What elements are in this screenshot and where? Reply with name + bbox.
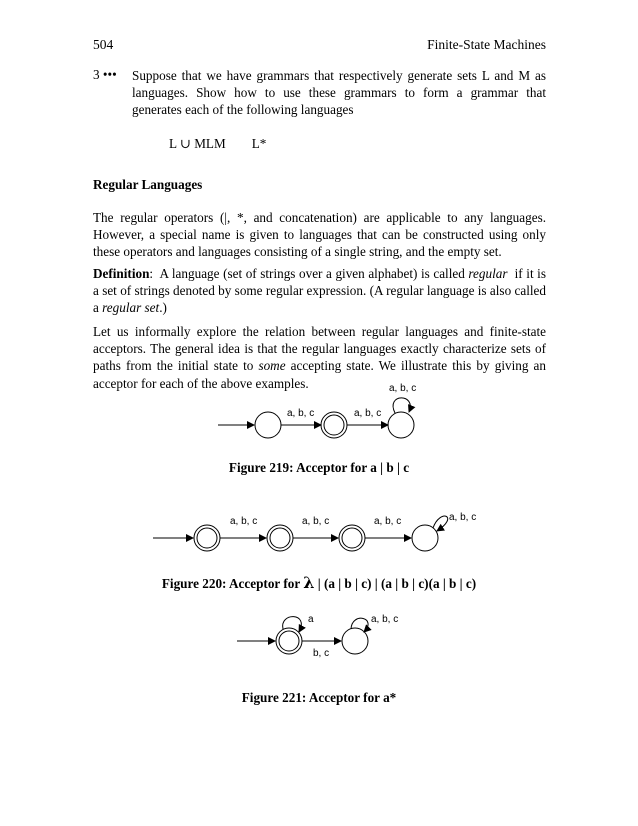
fig219-loop [393,398,410,413]
lambda-symbol: λ [303,573,315,592]
fig219-state-accepting [321,412,347,438]
running-title: Finite-State Machines [427,37,546,52]
section-title: Regular Languages [93,177,203,192]
acceptors-text-2: accepting state. We illustrate this by giving an acceptor for each of the above examples. [93,358,546,391]
language-star: L* [251,136,267,151]
definition-text-3: .) [159,300,167,316]
language-union: L ∪ MLM [169,136,226,151]
definition-term-regular: regular [468,266,508,281]
fig219-accepting-ring [324,415,344,435]
figure-220-caption-suffix: | (a | b | c) | (a | b | c)(a | b | c) [314,576,477,591]
fig221-loop-dead [351,618,368,632]
definition-term-regular-set: regular set [102,300,160,316]
fig220-state-1-ring [270,528,290,548]
fig220-label-1: a, b, c [230,516,258,527]
definition-colon: : [149,266,154,281]
figure-219-caption: Figure 219: Acceptor for a | b | c [228,460,410,475]
exercise-number: 3 ••• [93,67,117,82]
fig220-state-1 [267,525,293,551]
figure-220-caption [0,573,638,592]
figure-221-caption: Figure 221: Acceptor for a* [241,690,397,705]
fig219-label-2: a, b, c [354,408,382,419]
fig220-label-3: a, b, c [374,516,402,527]
figure-219-diagram [218,383,416,438]
fig221-state-start [276,628,302,654]
fig220-state-dead [412,525,438,551]
acceptors-emphasis: some [258,358,286,374]
figure-220-diagram [153,512,476,551]
fig221-loop-start [283,617,302,632]
fig221-label-loop-start: a [308,614,314,625]
fig219-state-dead [388,412,414,438]
fig221-label-transition: b, c [313,648,330,659]
definition-label: Definition [93,266,150,281]
fig221-state-start-ring [279,631,299,651]
figure-220-caption-prefix: Figure 220: Acceptor for [161,576,304,591]
fig220-state-0 [194,525,220,551]
definition-text-2: if it is a set of strings denoted by some regular expression. (A regular language is also called a [93,266,550,316]
acceptors-text-1: Let us informally explore the relation between regular languages and finite-state acceptors. The general idea is that the regular languages exactly characterize sets of paths from the initial state to [93,324,546,374]
fig220-state-2-ring [342,528,362,548]
fig220-label-loop: a, b, c [449,512,477,523]
fig220-loop [433,516,448,531]
exercise-text: Suppose that we have grammars that respectively generate sets L and M as languages. Show how to use these grammars to form a grammar that generates each of the following languages [132,68,546,118]
fig219-label-loop: a, b, c [389,383,417,394]
figure-221-diagram [237,614,398,659]
paragraph-regular-operators: The regular operators (|, *, and concatenation) are applicable to any languages. However, a special name is given to languages that can be constructed using only these operators and languages consisting of a single string, and the empty set. [93,210,546,260]
definition-text-1: A language (set of strings over a given alphabet) is called [153,266,469,281]
fig219-label-1: a, b, c [287,408,315,419]
fig220-label-2: a, b, c [302,516,330,527]
fig221-label-loop-dead: a, b, c [371,614,399,625]
fig220-state-2 [339,525,365,551]
fig220-state-0-ring [197,528,217,548]
page-number: 504 [93,37,114,52]
fig219-state-initial [255,412,281,438]
